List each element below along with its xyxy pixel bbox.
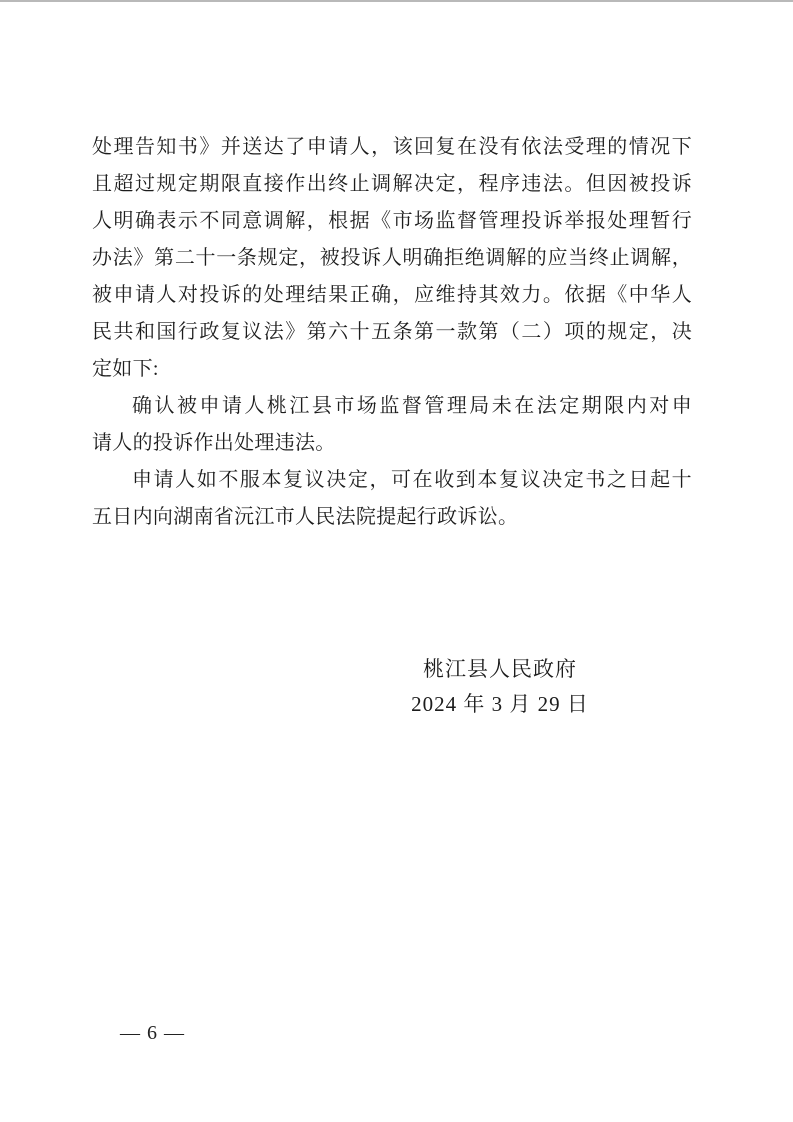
body-line: 民共和国行政复议法》第六十五条第一款第（二）项的规定，决: [92, 321, 692, 343]
body-line: 请人的投诉作出处理违法。: [92, 432, 336, 454]
signature-block: [411, 652, 589, 722]
document-body: [92, 129, 692, 536]
body-line: 办法》第二十一条规定，被投诉人明确拒绝调解的应当终止调解，: [92, 247, 692, 269]
body-line: 且超过规定期限直接作出终止调解决定，程序违法。但因被投诉: [92, 173, 692, 195]
scan-edge-artifact: [0, 0, 793, 2]
body-line: 被申请人对投诉的处理结果正确，应维持其效力。依据《中华人: [92, 284, 692, 306]
body-line: 定如下:: [92, 358, 159, 380]
page-number: — 6 —: [120, 1022, 185, 1044]
issue-date: 2024 年 3 月 29 日: [411, 692, 589, 716]
body-line: 五日内向湖南省沅江市人民法院提起行政诉讼。: [92, 506, 519, 528]
body-line: 申请人如不服本复议决定，可在收到本复议决定书之日起十: [132, 469, 692, 491]
body-line: 人明确表示不同意调解，根据《市场监督管理投诉举报处理暂行: [92, 210, 692, 232]
body-line: 确认被申请人桃江县市场监督管理局未在法定期限内对申: [132, 395, 692, 417]
issuer-name: 桃江县人民政府: [423, 657, 577, 681]
body-line: 处理告知书》并送达了申请人，该回复在没有依法受理的情况下: [92, 136, 692, 158]
